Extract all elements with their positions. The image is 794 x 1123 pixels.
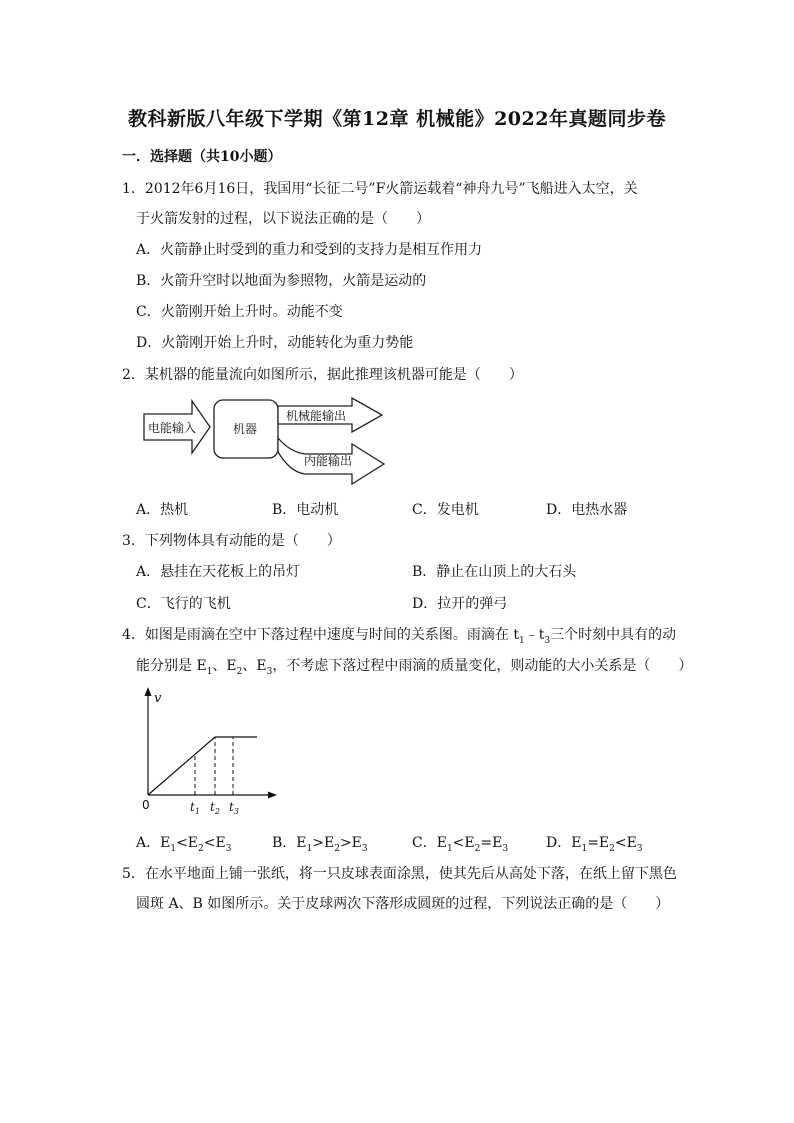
energy-flow-diagram — [140, 396, 390, 486]
q4-stem-line2: 能分别是 $E_1$、$E_2$、$E_3$，不考虑下落过程中雨滴的质量变化，则动能的大小关系是（ ） — [136, 658, 693, 677]
q4-option-c: C．$E_1<E_2=E_3$ — [412, 835, 509, 854]
q1-stem-line1: 1．2012年6月16日，我国用“长征二号”F火箭运载着“神舟九号”飞船进入太空，关 — [122, 181, 638, 197]
q2-stem: 2．某机器的能量流向如图所示，据此推理该机器可能是（ ） — [122, 367, 523, 383]
q4-option-d: D．$E_1=E_2<E_3$ — [546, 835, 643, 854]
q1-option-a: A．火箭静止时受到的重力和受到的支持力是相互作用力 — [136, 242, 483, 258]
y-axis-arrow — [145, 687, 152, 696]
internal-output-label: 内能输出 — [304, 454, 353, 468]
q3-stem: 3．下列物体具有动能的是（ ） — [122, 533, 341, 549]
q4-option-a: A．$E_1<E_2<E_3$ — [136, 835, 232, 854]
q2-option-a: A．热机 — [136, 502, 189, 518]
q3-option-d: D．拉开的弹弓 — [412, 596, 508, 612]
q4-option-b: B．$E_1>E_2>E_3$ — [272, 835, 368, 854]
x-axis-arrow — [268, 792, 277, 799]
page-title: 教科新版八年级下学期《第12章 机械能》2022年真题同步卷 — [128, 108, 666, 130]
q2-option-b: B．电动机 — [272, 502, 339, 518]
q4-stem-line1: 4．如图是雨滴在空中下落过程中速度与时间的关系图。雨滴在 $t_1﹣t_3$三个时刻中具有的动 — [122, 627, 677, 646]
q2-option-d: D．电热水器 — [546, 502, 628, 518]
t3-label: $t_3$ — [229, 800, 239, 816]
q3-option-b: B．静止在山顶上的大石头 — [412, 564, 577, 580]
velocity-curve — [148, 737, 257, 795]
q1-stem-line2: 于火箭发射的过程，以下说法正确的是（ ） — [136, 211, 430, 227]
velocity-time-graph — [135, 685, 285, 820]
q2-option-c: C．发电机 — [412, 502, 479, 518]
q1-option-c: C．火箭刚开始上升时。动能不变 — [136, 304, 343, 320]
q3-option-a: A．悬挂在天花板上的吊灯 — [136, 564, 301, 580]
q5-stem-line2: 圆斑 A、B 如图所示。关于皮球两次下落形成圆斑的过程，下列说法正确的是（ ） — [136, 896, 670, 912]
t2-label: $t_2$ — [210, 800, 220, 816]
origin-label: 0 — [142, 798, 150, 812]
t1-label: $t_1$ — [190, 800, 200, 816]
q3-option-c: C．飞行的飞机 — [136, 596, 231, 612]
mechanical-output-label: 机械能输出 — [286, 409, 347, 423]
machine-label: 机器 — [233, 422, 258, 436]
y-axis-label: v — [154, 691, 162, 706]
section-heading: 一．选择题（共10小题） — [122, 149, 282, 165]
input-label: 电能输入 — [148, 421, 197, 435]
q1-option-b: B．火箭升空时以地面为参照物，火箭是运动的 — [136, 273, 427, 289]
q5-stem-line1: 5．在水平地面上铺一张纸，将一只皮球表面涂黑，使其先后从高处下落，在纸上留下黑色 — [122, 866, 677, 882]
q1-option-d: D．火箭刚开始上升时，动能转化为重力势能 — [136, 335, 414, 351]
